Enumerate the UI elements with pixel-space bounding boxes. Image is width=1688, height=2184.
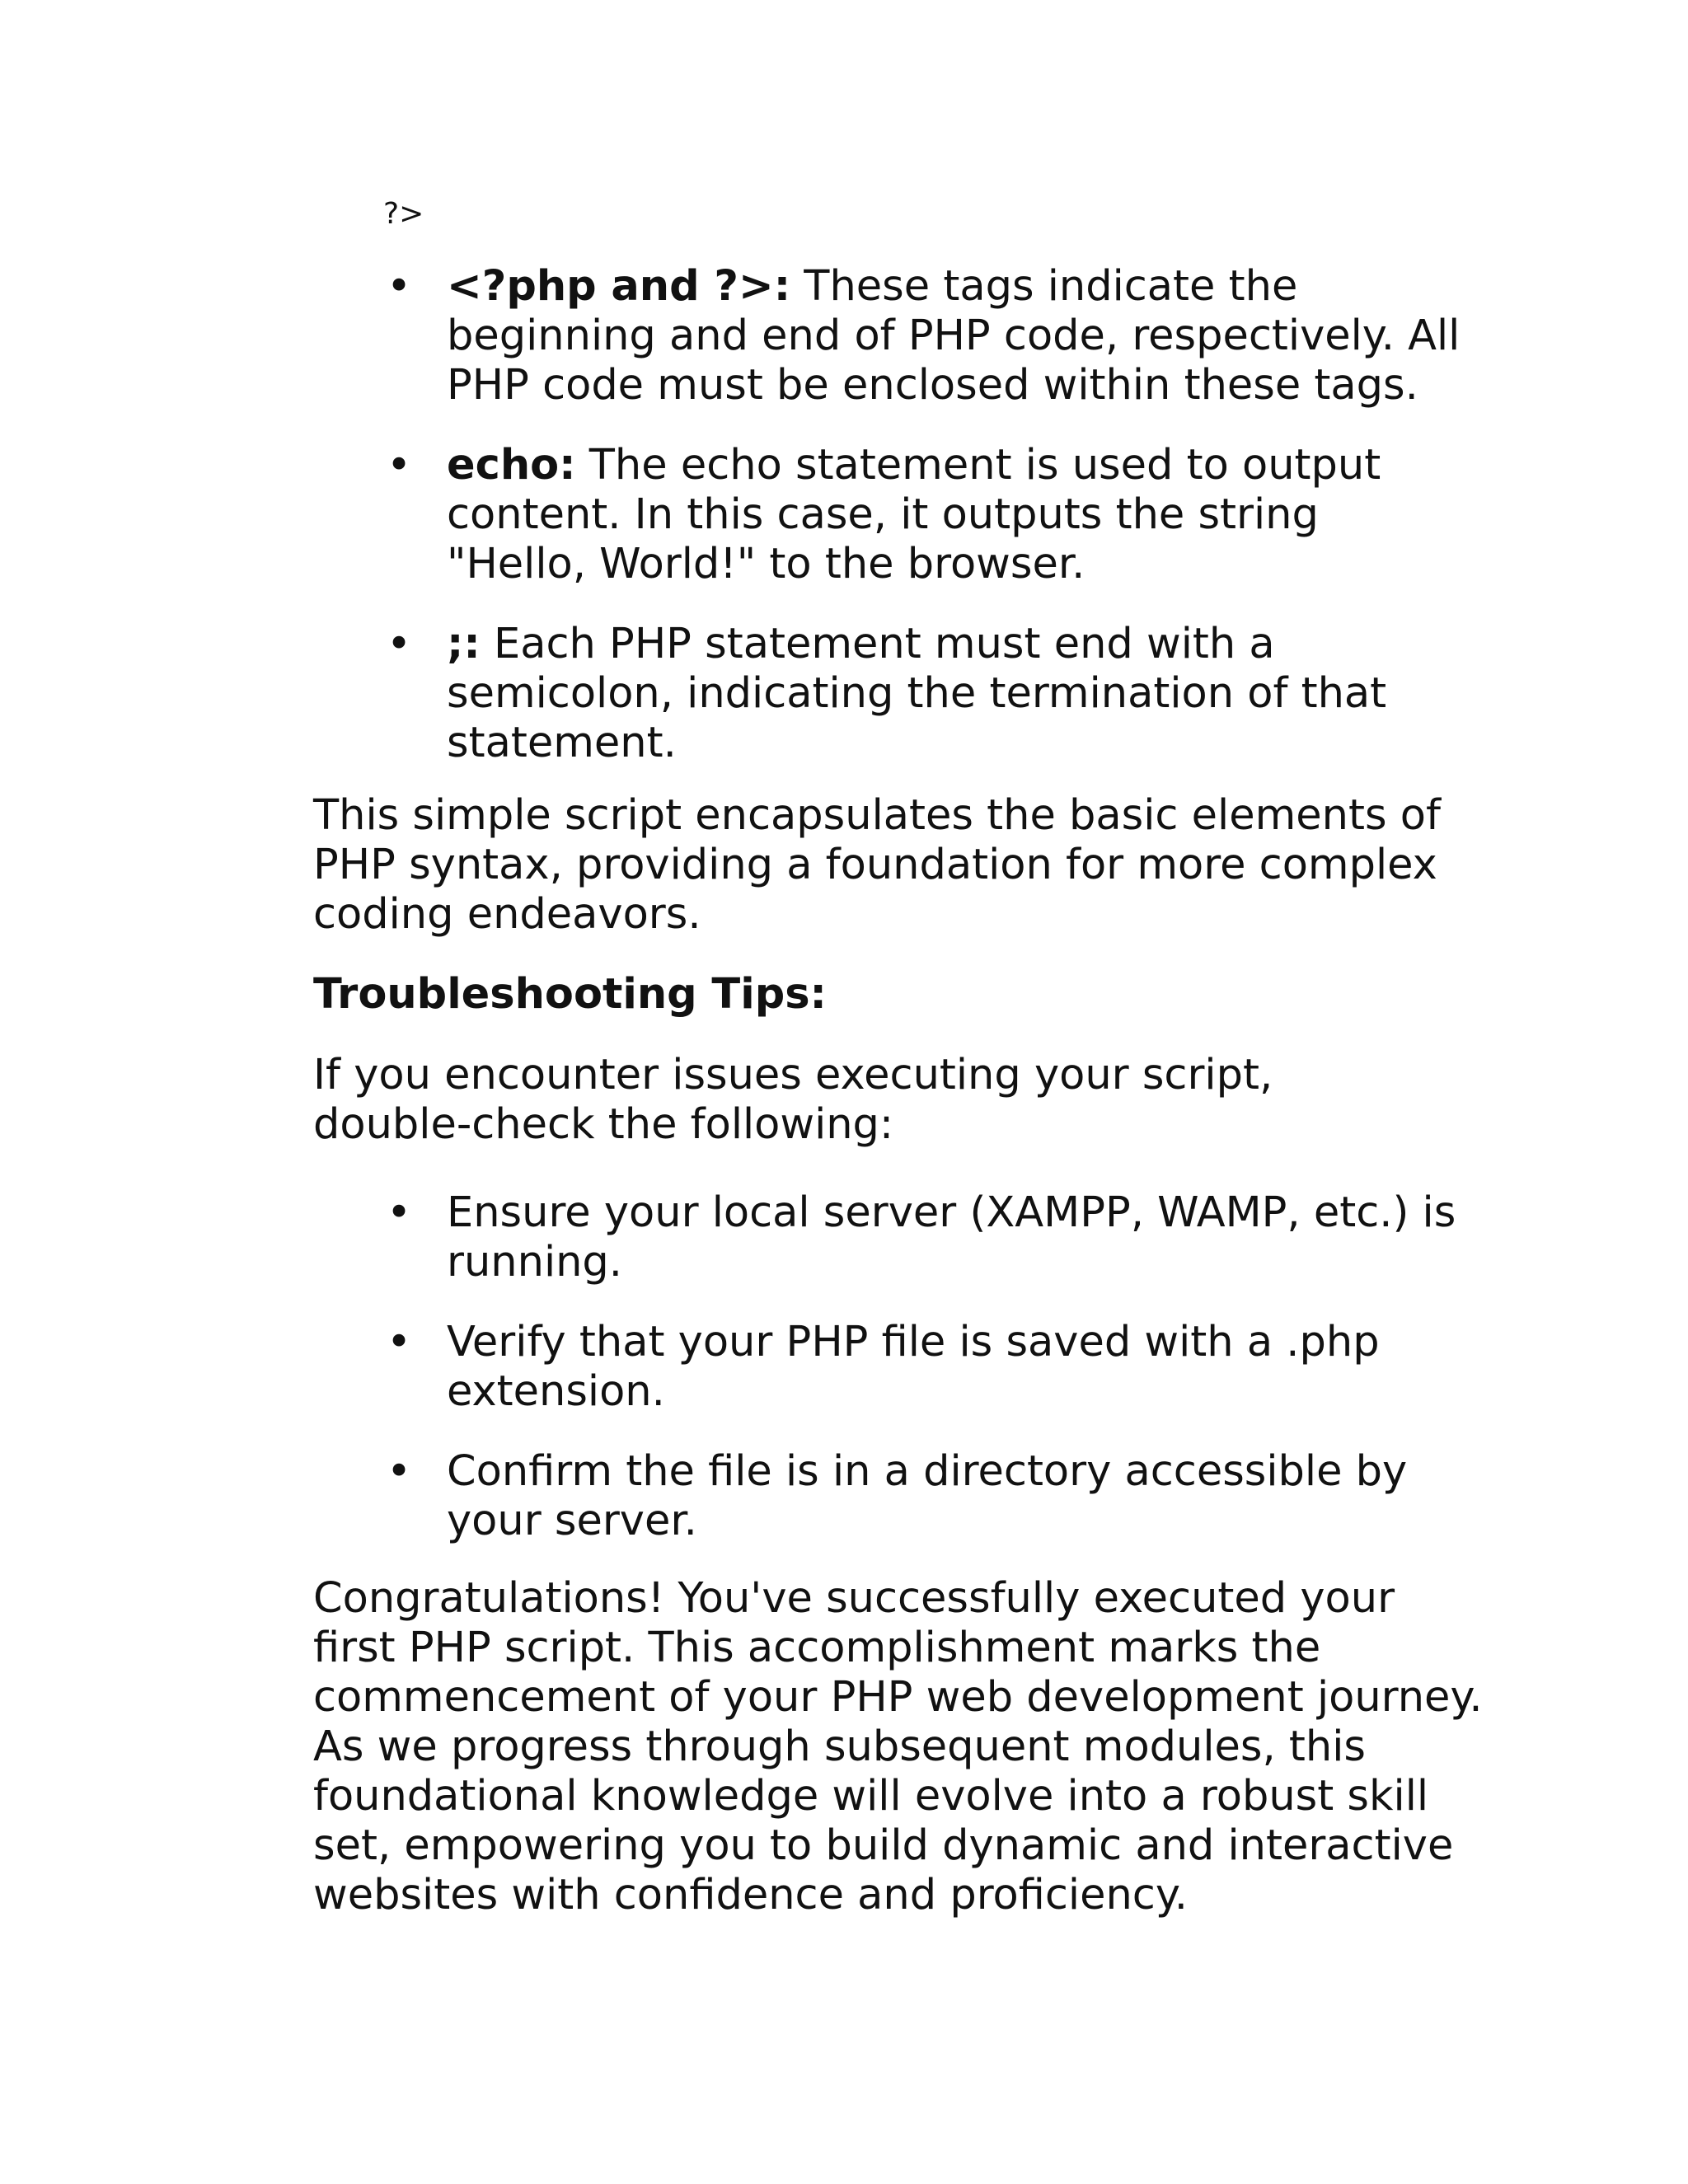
closing-paragraph: Congratulations! You've successfully executed your first PHP script. This accomplishment marks the commencement of your PHP web development journey. As we progress through subsequent modules, this foundational knowledge will evolve into a robust skill set, empowering you to build dynamic and interactive websites with confidence and proficiency. xyxy=(313,1574,1483,1919)
troubleshooting-intro-block xyxy=(313,1051,1484,1150)
list-item-text: Verify that your PHP file is saved with a .php extension. xyxy=(447,1318,1380,1416)
bullet-icon: • xyxy=(387,262,412,311)
closing-paragraph-block xyxy=(313,1574,1484,1920)
list-item-text: Ensure your local server (XAMPP, WAMP, etc.) is running. xyxy=(447,1188,1456,1286)
bullet-icon: • xyxy=(387,1318,412,1366)
summary-paragraph: This simple script encapsulates the basic elements of PHP syntax, providing a foundation for more complex coding endeavors. xyxy=(313,791,1441,939)
bullet-term: echo: xyxy=(447,441,576,490)
list-item xyxy=(313,1318,1461,1417)
troubleshooting-heading-block xyxy=(313,970,1484,1019)
bullet-text: These tags indicate the beginning and end of PHP code, respectively. All PHP code must be enclosed within these tags. xyxy=(447,262,1461,410)
list-item xyxy=(313,1447,1461,1546)
code-closing-tag: ?> xyxy=(383,197,424,231)
section-heading: Troubleshooting Tips: xyxy=(313,970,827,1019)
bullet-icon: • xyxy=(387,620,412,668)
list-item xyxy=(313,1188,1461,1287)
bullet-term: <?php and ?>: xyxy=(447,262,791,311)
list-item-text: Confirm the file is in a directory accessible by your server. xyxy=(447,1447,1408,1545)
bullet-term: ;: xyxy=(447,620,481,668)
list-item xyxy=(313,262,1461,410)
syntax-bullet-list xyxy=(313,262,1484,799)
bullet-icon: • xyxy=(387,1447,412,1496)
list-item xyxy=(313,620,1461,768)
list-item xyxy=(313,441,1461,589)
troubleshooting-list xyxy=(313,1188,1484,1577)
bullet-text: Each PHP statement must end with a semicolon, indicating the termination of that statement. xyxy=(447,620,1387,767)
bullet-text: The echo statement is used to output content. In this case, it outputs the string "Hello, World!" to the browser. xyxy=(447,441,1381,588)
summary-paragraph-block xyxy=(313,791,1484,940)
troubleshooting-intro: If you encounter issues executing your script, double-check the following: xyxy=(313,1051,1273,1149)
bullet-icon: • xyxy=(387,441,412,490)
bullet-icon: • xyxy=(387,1188,412,1237)
